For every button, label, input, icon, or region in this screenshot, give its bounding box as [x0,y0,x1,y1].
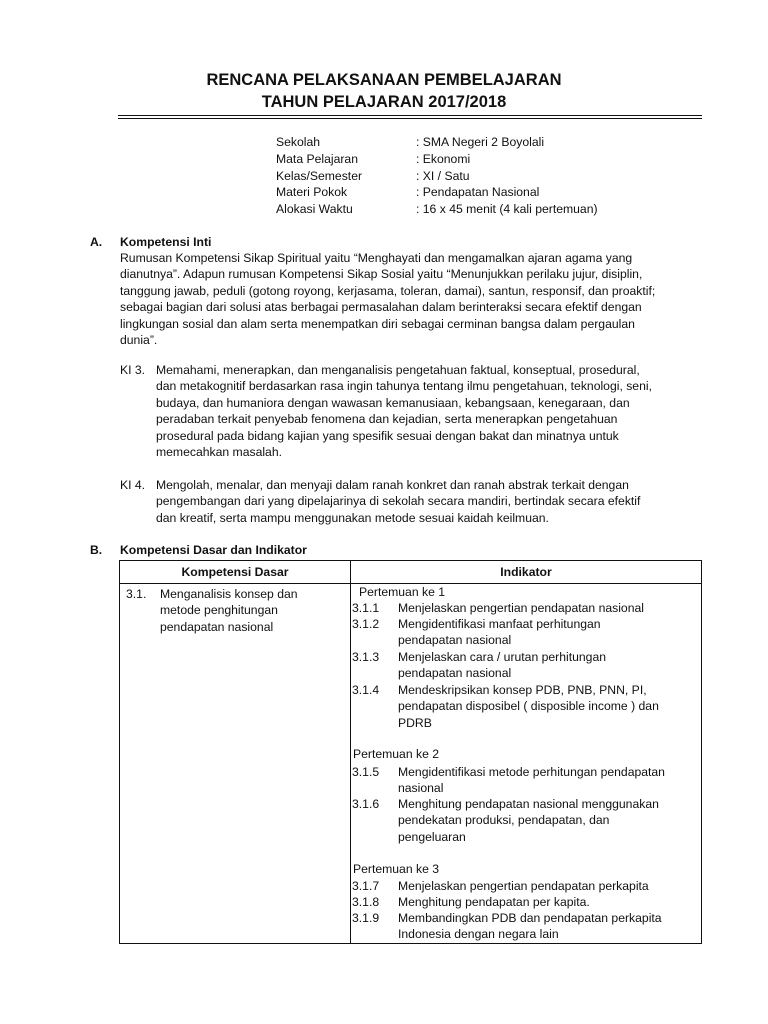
indicator-text [398,682,698,731]
indicator-code: 3.1.9 [352,911,380,925]
info-value: : XI / Satu [416,168,470,183]
info-label: Mata Pelajaran [276,151,358,166]
indicator-code: 3.1.2 [352,617,380,631]
paragraph-line: sebagai bagian dari solusi atas berbagai permasalahan dalam berinteraksi secara efektif dengan [120,300,642,315]
ki4-line: Mengolah, menalar, dan menyaji dalam ranah konkret dan ranah abstrak terkait dengan [156,478,629,492]
title-rule-bottom [118,118,702,119]
indicator-line: Menjelaskan cara / urutan perhitungan [398,650,606,664]
indicator-code: 3.1.1 [352,601,380,615]
ki4-code: KI 4. [120,478,146,492]
meeting-title: Pertemuan ke 3 [353,862,440,876]
header-kompetensi-dasar: Kompetensi Dasar [181,565,289,579]
indicator-code: 3.1.5 [352,765,380,779]
ki3-line: memecahkan masalah. [156,445,282,460]
title-rule-top [118,115,702,116]
ki3-text [156,362,696,460]
info-label: Sekolah [276,135,321,149]
indicator-line: Menghitung pendapatan nasional menggunakan [398,797,659,811]
section-b-heading: Kompetensi Dasar dan Indikator [120,543,307,557]
kd-line: pendapatan nasional [160,619,274,634]
ki3-line: peradaban terkait penyebab fenomena dan kejadian, serta menerapkan pengetahuan [156,412,618,427]
kd-text [160,586,350,635]
indicator-line: pendapatan disposibel ( disposible income ) dan [398,699,659,714]
indicator-text [398,600,698,616]
indicator-text [398,796,698,845]
indicator-line: Menjelaskan pengertian pendapatan perkapita [398,879,649,893]
section-a-letter: A. [90,235,103,249]
paragraph-line: Rumusan Kompetensi Sikap Spiritual yaitu “Menghayati dan mengamalkan ajaran agama yang [120,251,633,265]
identity-block [276,134,598,218]
info-row [276,168,598,185]
column-divider [350,561,351,943]
indicator-line: Indonesia dengan negara lain [398,927,559,942]
kd-number: 3.1. [126,587,147,601]
indicator-text [398,910,698,943]
indicator-line: Menghitung pendapatan per kapita. [398,895,590,909]
ki3-line: budaya, dan humaniora dengan wawasan kemanusiaan, kebangsaan, kenegaraan, dan [156,395,630,410]
ki3-line: Memahami, menerapkan, dan menganalisis pengetahuan faktual, konseptual, prosedural, [156,363,640,377]
indicator-line: Mendeskripsikan konsep PDB, PNB, PNN, PI, [398,683,647,697]
info-label: Materi Pokok [276,185,348,200]
ki4-line: dan kreatif, serta mampu menggunakan metode sesuai kaidah keilmuan. [156,510,549,525]
indicator-line: pengeluaran [398,829,466,844]
kd-line: metode penghitungan [160,603,278,618]
indicator-code: 3.1.4 [352,683,380,697]
indicator-code: 3.1.8 [352,895,380,909]
info-row [276,134,598,151]
info-value: : Ekonomi [416,151,471,166]
meeting-title: Pertemuan ke 2 [353,747,440,761]
document-title-line2: TAHUN PELAJARAN 2017/2018 [261,93,507,111]
ki4-line: pengembangan dari yang dipelajarinya di sekolah secara mandiri, bertindak secara efektif [156,494,641,509]
indicator-line: pendekatan produksi, pendapatan, dan [398,813,610,828]
info-label: Kelas/Semester [276,168,363,183]
info-value: : Pendapatan Nasional [416,185,540,200]
ki4-text [156,477,696,526]
indicator-line: pendapatan nasional [398,666,512,681]
header-indikator: Indikator [500,565,552,579]
kd-line: Menganalisis konsep dan [160,587,298,601]
indicator-line: Mengidentifikasi metode perhitungan pendapatan [398,765,665,779]
meeting-title: Pertemuan ke 1 [359,585,446,599]
indicator-code: 3.1.3 [352,650,380,664]
info-row [276,151,598,168]
indicator-line: pendapatan nasional [398,633,512,648]
indicator-code: 3.1.6 [352,797,380,811]
indicator-text [398,616,698,649]
paragraph-line: lingkungan sosial dan alam serta menempatkan diri sebagai cerminan bangsa dalam pergaulan [120,316,635,331]
paragraph-line: tanggung jawab, peduli (gotong royong, kerjasama, toleran, damai), santun, responsif, dan proaktif; [120,283,656,298]
ki3-line: dan metakognitif berdasarkan rasa ingin tahunya tentang ilmu pengetahuan, teknologi, seni, [156,379,652,394]
indicator-line: PDRB [398,715,432,730]
indicator-text [398,764,698,797]
document-title-line1: RENCANA PELAKSANAAN PEMBELAJARAN [206,71,562,89]
indicator-line: nasional [398,781,444,796]
indicator-text [398,878,698,894]
indicator-line: Menjelaskan pengertian pendapatan nasional [398,601,644,615]
indicator-code: 3.1.7 [352,879,380,893]
paragraph-line: dunia”. [120,333,158,348]
info-row [276,201,598,218]
ki3-code: KI 3. [120,363,146,377]
section-b-letter: B. [90,543,103,557]
info-value: : 16 x 45 menit (4 kali pertemuan) [416,202,598,217]
section-a-heading: Kompetensi Inti [120,235,212,249]
ki-paragraph [120,250,696,348]
info-label: Alokasi Waktu [276,202,353,217]
table-header-row [120,561,701,584]
indicator-text [398,649,698,682]
indicator-text [398,894,698,910]
ki3-line: prosedural pada bidang kajian yang spesifik sesuai dengan bakat dan minatnya untuk [156,428,619,443]
indicator-line: Membandingkan PDB dan pendapatan perkapita [398,911,662,925]
indicator-line: Mengidentifikasi manfaat perhitungan [398,617,601,631]
info-value: : SMA Negeri 2 Boyolali [416,135,545,149]
info-row [276,184,598,201]
paragraph-line: dianutnya”. Adapun rumusan Kompetensi Sikap Sosial yaitu “Menunjukkan perilaku jujur, disiplin, [120,267,643,282]
